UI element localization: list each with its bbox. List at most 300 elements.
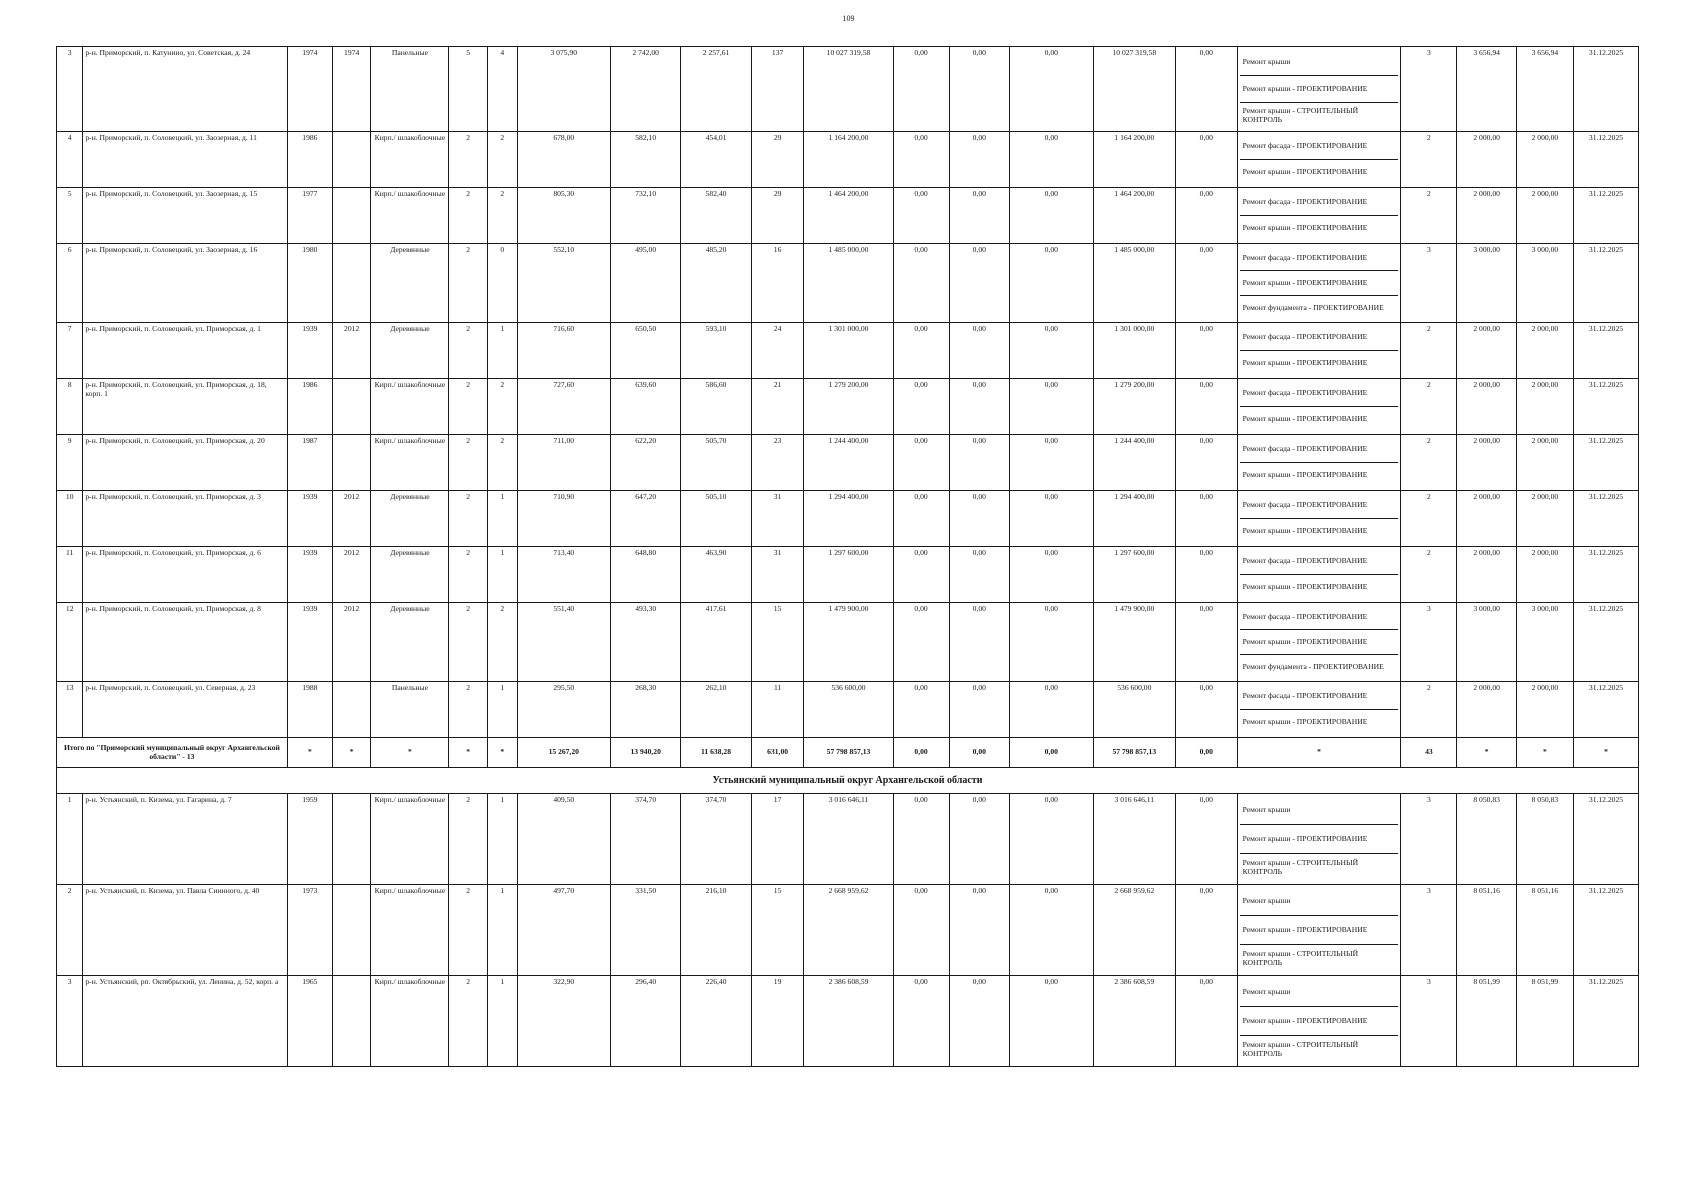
total-cost-cell: 1 279 200,00	[804, 379, 893, 435]
total-area-cell: 295,50	[517, 682, 610, 738]
work-count-cell: 2	[1401, 682, 1457, 738]
total-area-cell: 711,00	[517, 435, 610, 491]
table-row	[57, 244, 1639, 323]
unit-cost-cell: 2 000,00	[1457, 379, 1516, 435]
total-en-cell: *	[487, 738, 517, 768]
fund-federal-cell: 0,00	[893, 47, 949, 132]
fund-owners-cell: 1 301 000,00	[1093, 323, 1175, 379]
wall-material-cell: Кирп./ шлакоблочные	[371, 435, 449, 491]
total-area-cell: 322,90	[517, 976, 610, 1067]
residents-cell: 29	[751, 132, 804, 188]
unit-cost-cell: 2 000,00	[1457, 323, 1516, 379]
entrances-cell: 1	[487, 682, 517, 738]
repair-year-cell: 1974	[332, 47, 370, 132]
deadline-cell: 31.12.2025	[1573, 794, 1638, 885]
repair-year-cell	[332, 435, 370, 491]
work-types-cell	[1237, 547, 1401, 603]
work-item: Ремонт фасада - ПРОЕКТИРОВАНИЕ	[1240, 605, 1399, 630]
total-cost-cell: 1 479 900,00	[804, 603, 893, 682]
residential-area-cell: 216,10	[681, 885, 751, 976]
floors-cell: 2	[449, 491, 487, 547]
fund-federal-cell: 0,00	[893, 188, 949, 244]
row-number: 5	[57, 188, 83, 244]
fund-owners-cell: 1 485 000,00	[1093, 244, 1175, 323]
work-count-cell: 3	[1401, 885, 1457, 976]
fund-local-cell: 0,00	[1010, 491, 1094, 547]
work-item: Ремонт крыши - СТРОИТЕЛЬНЫЙ КОНТРОЛЬ	[1242, 106, 1359, 124]
fund-local-cell: 0,00	[1010, 379, 1094, 435]
work-item: Ремонт крыши	[1240, 887, 1399, 916]
total-area-cell: 409,50	[517, 794, 610, 885]
fund-local-cell: 0,00	[1010, 794, 1094, 885]
address-cell: р-н. Приморский, п. Соловецкий, ул. Заозерная, д. 15	[83, 188, 287, 244]
unit-cost-cell: 8 051,16	[1457, 885, 1516, 976]
unit-cost-cell: 2 000,00	[1457, 435, 1516, 491]
fund-regional-cell: 0,00	[949, 435, 1009, 491]
total-area-cell: 727,60	[517, 379, 610, 435]
deadline-cell: 31.12.2025	[1573, 682, 1638, 738]
max-unit-cost-cell: 2 000,00	[1516, 188, 1573, 244]
work-item: Ремонт фасада - ПРОЕКТИРОВАНИЕ	[1240, 246, 1399, 271]
repair-year-cell: 2012	[332, 547, 370, 603]
total-cost-cell: 1 164 200,00	[804, 132, 893, 188]
residential-area-cell: 505,70	[681, 435, 751, 491]
repair-year-cell	[332, 132, 370, 188]
work-types-cell	[1237, 244, 1401, 323]
total-cost-cell: 10 027 319,58	[804, 47, 893, 132]
floors-cell: 2	[449, 379, 487, 435]
living-area-cell: 622,20	[611, 435, 681, 491]
build-year-cell: 1980	[287, 244, 332, 323]
residents-cell: 15	[751, 603, 804, 682]
living-area-cell: 374,70	[611, 794, 681, 885]
repair-year-cell: 2012	[332, 491, 370, 547]
wall-material-cell: Кирп./ шлакоблочные	[371, 132, 449, 188]
address-cell: р-н. Устьянский, рп. Октябрьский, ул. Ленина, д. 52, корп. а	[83, 976, 287, 1067]
build-year-cell: 1939	[287, 547, 332, 603]
fund-other-cell: 0,00	[1176, 244, 1238, 323]
fund-other-cell: 0,00	[1176, 547, 1238, 603]
floors-cell: 2	[449, 435, 487, 491]
floors-cell: 2	[449, 323, 487, 379]
total-cost-cell: 3 016 646,11	[804, 794, 893, 885]
fund-local-cell: 0,00	[1010, 682, 1094, 738]
wall-material-cell: Деревянные	[371, 323, 449, 379]
deadline-cell: 31.12.2025	[1573, 132, 1638, 188]
entrances-cell: 2	[487, 603, 517, 682]
residents-cell: 19	[751, 976, 804, 1067]
total-area-cell: 805,30	[517, 188, 610, 244]
fund-federal-cell: 0,00	[893, 244, 949, 323]
floors-cell: 2	[449, 885, 487, 976]
row-number: 2	[57, 885, 83, 976]
entrances-cell: 1	[487, 547, 517, 603]
fund-federal-cell: 0,00	[893, 976, 949, 1067]
fund-owners-cell: 1 164 200,00	[1093, 132, 1175, 188]
fund-regional-cell: 0,00	[949, 547, 1009, 603]
table-row	[57, 603, 1639, 682]
max-unit-cost-cell: 2 000,00	[1516, 132, 1573, 188]
work-count-cell: 2	[1401, 379, 1457, 435]
unit-cost-cell: 2 000,00	[1457, 491, 1516, 547]
work-types-cell	[1237, 132, 1401, 188]
table-row	[57, 435, 1639, 491]
total-area-cell: 551,40	[517, 603, 610, 682]
living-area-cell: 2 742,00	[611, 47, 681, 132]
residents-cell: 21	[751, 379, 804, 435]
deadline-cell: 31.12.2025	[1573, 47, 1638, 132]
build-year-cell: 1959	[287, 794, 332, 885]
work-item: Ремонт крыши - ПРОЕКТИРОВАНИЕ	[1242, 582, 1368, 592]
total-cost-cell: 536 600,00	[804, 682, 893, 738]
fund-owners-cell: 1 464 200,00	[1093, 188, 1175, 244]
entrances-cell: 2	[487, 379, 517, 435]
entrances-cell: 1	[487, 491, 517, 547]
build-year-cell: 1977	[287, 188, 332, 244]
table-row	[57, 682, 1639, 738]
max-unit-cost-cell: 8 050,83	[1516, 794, 1573, 885]
deadline-cell: 31.12.2025	[1573, 435, 1638, 491]
total-y1-cell: *	[287, 738, 332, 768]
fund-owners-cell: 2 668 959,62	[1093, 885, 1175, 976]
residential-area-cell: 586,60	[681, 379, 751, 435]
table-row	[57, 885, 1639, 976]
work-types-cell	[1237, 885, 1401, 976]
work-item: Ремонт крыши - ПРОЕКТИРОВАНИЕ	[1242, 717, 1368, 727]
row-number: 10	[57, 491, 83, 547]
total-fl-cell: *	[449, 738, 487, 768]
work-count-cell: 2	[1401, 435, 1457, 491]
fund-owners-cell: 10 027 319,58	[1093, 47, 1175, 132]
max-unit-cost-cell: 2 000,00	[1516, 379, 1573, 435]
deadline-cell: 31.12.2025	[1573, 547, 1638, 603]
entrances-cell: 0	[487, 244, 517, 323]
deadline-cell: 31.12.2025	[1573, 188, 1638, 244]
fund-federal-cell: 0,00	[893, 132, 949, 188]
build-year-cell: 1939	[287, 323, 332, 379]
deadline-cell: 31.12.2025	[1573, 603, 1638, 682]
wall-material-cell: Деревянные	[371, 547, 449, 603]
total-u2-cell: *	[1516, 738, 1573, 768]
work-count-cell: 2	[1401, 491, 1457, 547]
row-number: 9	[57, 435, 83, 491]
address-cell: р-н. Приморский, п. Соловецкий, ул. Приморская, д. 18, корп. 1	[83, 379, 287, 435]
work-count-cell: 3	[1401, 244, 1457, 323]
work-item: Ремонт крыши	[1240, 49, 1399, 76]
fund-local-cell: 0,00	[1010, 885, 1094, 976]
work-count-cell: 3	[1401, 794, 1457, 885]
fund-federal-cell: 0,00	[893, 323, 949, 379]
table-row	[57, 491, 1639, 547]
max-unit-cost-cell: 2 000,00	[1516, 491, 1573, 547]
total-f3-cell: 0,00	[1010, 738, 1094, 768]
work-types-cell	[1237, 379, 1401, 435]
residential-area-cell: 262,10	[681, 682, 751, 738]
fund-federal-cell: 0,00	[893, 794, 949, 885]
residential-area-cell: 454,01	[681, 132, 751, 188]
total-cost-cell: 1 297 600,00	[804, 547, 893, 603]
row-number: 8	[57, 379, 83, 435]
capital-repair-table	[56, 46, 1639, 1067]
total-mat-cell: *	[371, 738, 449, 768]
residential-area-cell: 505,10	[681, 491, 751, 547]
wall-material-cell: Кирп./ шлакоблочные	[371, 976, 449, 1067]
fund-local-cell: 0,00	[1010, 188, 1094, 244]
floors-cell: 2	[449, 682, 487, 738]
total-cost-cell: 57 798 857,13	[804, 738, 893, 768]
entrances-cell: 4	[487, 47, 517, 132]
fund-regional-cell: 0,00	[949, 976, 1009, 1067]
unit-cost-cell: 3 000,00	[1457, 603, 1516, 682]
total-cost-cell: 1 244 400,00	[804, 435, 893, 491]
fund-owners-cell: 1 244 400,00	[1093, 435, 1175, 491]
max-unit-cost-cell: 2 000,00	[1516, 323, 1573, 379]
fund-regional-cell: 0,00	[949, 682, 1009, 738]
total-s1-cell: 15 267,20	[517, 738, 610, 768]
fund-regional-cell: 0,00	[949, 47, 1009, 132]
build-year-cell: 1987	[287, 435, 332, 491]
total-cost-cell: 2 386 608,59	[804, 976, 893, 1067]
unit-cost-cell: 8 051,99	[1457, 976, 1516, 1067]
table-row	[57, 379, 1639, 435]
work-count-cell: 2	[1401, 132, 1457, 188]
deadline-cell: 31.12.2025	[1573, 244, 1638, 323]
row-number: 11	[57, 547, 83, 603]
unit-cost-cell: 2 000,00	[1457, 188, 1516, 244]
living-area-cell: 268,30	[611, 682, 681, 738]
work-types-cell	[1237, 188, 1401, 244]
row-number: 7	[57, 323, 83, 379]
deadline-cell: 31.12.2025	[1573, 323, 1638, 379]
total-f5-cell: 0,00	[1176, 738, 1238, 768]
wall-material-cell: Кирп./ шлакоблочные	[371, 188, 449, 244]
repair-year-cell	[332, 885, 370, 976]
fund-local-cell: 0,00	[1010, 435, 1094, 491]
work-item: Ремонт крыши - ПРОЕКТИРОВАНИЕ	[1242, 414, 1368, 424]
floors-cell: 2	[449, 188, 487, 244]
fund-owners-cell: 1 279 200,00	[1093, 379, 1175, 435]
work-item: Ремонт фасада - ПРОЕКТИРОВАНИЕ	[1240, 190, 1399, 216]
work-item: Ремонт фундамента - ПРОЕКТИРОВАНИЕ	[1242, 661, 1384, 671]
work-item: Ремонт фасада - ПРОЕКТИРОВАНИЕ	[1240, 325, 1399, 351]
work-item: Ремонт крыши - СТРОИТЕЛЬНЫЙ КОНТРОЛЬ	[1242, 1040, 1359, 1058]
total-label: Итого по "Приморский муниципальный округ Архангельской области" - 13	[57, 738, 288, 768]
work-item: Ремонт фасада - ПРОЕКТИРОВАНИЕ	[1240, 381, 1399, 407]
fund-other-cell: 0,00	[1176, 323, 1238, 379]
fund-federal-cell: 0,00	[893, 547, 949, 603]
fund-local-cell: 0,00	[1010, 47, 1094, 132]
entrances-cell: 1	[487, 794, 517, 885]
work-count-cell: 2	[1401, 188, 1457, 244]
work-item: Ремонт крыши	[1240, 796, 1399, 825]
wall-material-cell: Деревянные	[371, 244, 449, 323]
work-item: Ремонт крыши - ПРОЕКТИРОВАНИЕ	[1242, 526, 1368, 536]
work-item: Ремонт фундамента - ПРОЕКТИРОВАНИЕ	[1242, 302, 1384, 312]
total-cnt-cell: 43	[1401, 738, 1457, 768]
fund-federal-cell: 0,00	[893, 435, 949, 491]
work-item: Ремонт крыши - СТРОИТЕЛЬНЫЙ КОНТРОЛЬ	[1242, 858, 1359, 876]
total-row	[57, 738, 1639, 768]
unit-cost-cell: 3 000,00	[1457, 244, 1516, 323]
living-area-cell: 582,10	[611, 132, 681, 188]
work-item: Ремонт крыши - ПРОЕКТИРОВАНИЕ	[1242, 167, 1368, 177]
residential-area-cell: 226,40	[681, 976, 751, 1067]
total-cost-cell: 1 301 000,00	[804, 323, 893, 379]
living-area-cell: 650,50	[611, 323, 681, 379]
fund-other-cell: 0,00	[1176, 379, 1238, 435]
work-item: Ремонт крыши - ПРОЕКТИРОВАНИЕ	[1242, 470, 1368, 480]
table-row	[57, 976, 1639, 1067]
floors-cell: 2	[449, 976, 487, 1067]
total-s2-cell: 13 940,20	[611, 738, 681, 768]
address-cell: р-н. Приморский, п. Соловецкий, ул. Приморская, д. 20	[83, 435, 287, 491]
work-count-cell: 3	[1401, 603, 1457, 682]
fund-regional-cell: 0,00	[949, 491, 1009, 547]
build-year-cell: 1988	[287, 682, 332, 738]
address-cell: р-н. Приморский, п. Соловецкий, ул. Приморская, д. 1	[83, 323, 287, 379]
entrances-cell: 1	[487, 885, 517, 976]
work-item: Ремонт крыши - ПРОЕКТИРОВАНИЕ	[1240, 630, 1399, 655]
floors-cell: 5	[449, 47, 487, 132]
fund-other-cell: 0,00	[1176, 491, 1238, 547]
unit-cost-cell: 8 050,83	[1457, 794, 1516, 885]
total-area-cell: 713,40	[517, 547, 610, 603]
max-unit-cost-cell: 8 051,99	[1516, 976, 1573, 1067]
work-count-cell: 3	[1401, 976, 1457, 1067]
work-count-cell: 2	[1401, 323, 1457, 379]
residents-cell: 137	[751, 47, 804, 132]
residential-area-cell: 593,10	[681, 323, 751, 379]
work-item: Ремонт крыши - ПРОЕКТИРОВАНИЕ	[1240, 1007, 1399, 1036]
build-year-cell: 1939	[287, 491, 332, 547]
total-u1-cell: *	[1457, 738, 1516, 768]
total-res-cell: 631,00	[751, 738, 804, 768]
residents-cell: 31	[751, 491, 804, 547]
table-row	[57, 547, 1639, 603]
repair-year-cell: 2012	[332, 323, 370, 379]
floors-cell: 2	[449, 547, 487, 603]
living-area-cell: 647,20	[611, 491, 681, 547]
total-f4-cell: 57 798 857,13	[1093, 738, 1175, 768]
floors-cell: 2	[449, 132, 487, 188]
row-number: 3	[57, 47, 83, 132]
fund-regional-cell: 0,00	[949, 188, 1009, 244]
fund-other-cell: 0,00	[1176, 885, 1238, 976]
work-types-cell	[1237, 794, 1401, 885]
total-area-cell: 710,90	[517, 491, 610, 547]
build-year-cell: 1965	[287, 976, 332, 1067]
total-f2-cell: 0,00	[949, 738, 1009, 768]
wall-material-cell: Деревянные	[371, 603, 449, 682]
repair-year-cell	[332, 976, 370, 1067]
fund-regional-cell: 0,00	[949, 885, 1009, 976]
fund-regional-cell: 0,00	[949, 244, 1009, 323]
fund-owners-cell: 3 016 646,11	[1093, 794, 1175, 885]
fund-regional-cell: 0,00	[949, 794, 1009, 885]
max-unit-cost-cell: 2 000,00	[1516, 682, 1573, 738]
address-cell: р-н. Устьянский, п. Кизема, ул. Павла Сиинного, д. 40	[83, 885, 287, 976]
total-cost-cell: 2 668 959,62	[804, 885, 893, 976]
max-unit-cost-cell: 3 656,94	[1516, 47, 1573, 132]
section-header-row	[57, 768, 1639, 794]
unit-cost-cell: 2 000,00	[1457, 547, 1516, 603]
max-unit-cost-cell: 8 051,16	[1516, 885, 1573, 976]
total-area-cell: 678,00	[517, 132, 610, 188]
work-types-cell	[1237, 323, 1401, 379]
repair-year-cell	[332, 188, 370, 244]
total-cost-cell: 1 485 000,00	[804, 244, 893, 323]
fund-local-cell: 0,00	[1010, 976, 1094, 1067]
table-row	[57, 47, 1639, 132]
fund-other-cell: 0,00	[1176, 682, 1238, 738]
max-unit-cost-cell: 2 000,00	[1516, 435, 1573, 491]
table-row	[57, 132, 1639, 188]
living-area-cell: 648,80	[611, 547, 681, 603]
fund-local-cell: 0,00	[1010, 603, 1094, 682]
build-year-cell: 1973	[287, 885, 332, 976]
residents-cell: 17	[751, 794, 804, 885]
wall-material-cell: Панельные	[371, 682, 449, 738]
fund-regional-cell: 0,00	[949, 132, 1009, 188]
fund-other-cell: 0,00	[1176, 794, 1238, 885]
residents-cell: 29	[751, 188, 804, 244]
deadline-cell: 31.12.2025	[1573, 491, 1638, 547]
fund-other-cell: 0,00	[1176, 435, 1238, 491]
work-types-cell	[1237, 682, 1401, 738]
wall-material-cell: Панельные	[371, 47, 449, 132]
work-item: Ремонт крыши - ПРОЕКТИРОВАНИЕ	[1240, 916, 1399, 945]
build-year-cell: 1939	[287, 603, 332, 682]
residents-cell: 31	[751, 547, 804, 603]
entrances-cell: 2	[487, 132, 517, 188]
living-area-cell: 732,10	[611, 188, 681, 244]
work-item: Ремонт крыши - СТРОИТЕЛЬНЫЙ КОНТРОЛЬ	[1242, 949, 1359, 967]
work-item: Ремонт фасада - ПРОЕКТИРОВАНИЕ	[1240, 684, 1399, 710]
work-item: Ремонт фасада - ПРОЕКТИРОВАНИЕ	[1240, 134, 1399, 160]
row-number: 13	[57, 682, 83, 738]
work-item: Ремонт фасада - ПРОЕКТИРОВАНИЕ	[1240, 493, 1399, 519]
residential-area-cell: 374,70	[681, 794, 751, 885]
table-row	[57, 323, 1639, 379]
work-item: Ремонт крыши - ПРОЕКТИРОВАНИЕ	[1242, 358, 1368, 368]
fund-other-cell: 0,00	[1176, 47, 1238, 132]
section-title: Устьянский муниципальный округ Архангельской области	[57, 768, 1639, 794]
repair-year-cell: 2012	[332, 603, 370, 682]
fund-owners-cell: 2 386 608,59	[1093, 976, 1175, 1067]
entrances-cell: 1	[487, 323, 517, 379]
max-unit-cost-cell: 2 000,00	[1516, 547, 1573, 603]
unit-cost-cell: 2 000,00	[1457, 682, 1516, 738]
total-date-cell: *	[1573, 738, 1638, 768]
total-s3-cell: 11 638,28	[681, 738, 751, 768]
fund-owners-cell: 1 294 400,00	[1093, 491, 1175, 547]
total-area-cell: 3 075,90	[517, 47, 610, 132]
wall-material-cell: Деревянные	[371, 491, 449, 547]
floors-cell: 2	[449, 794, 487, 885]
address-cell: р-н. Приморский, п. Соловецкий, ул. Заозерная, д. 11	[83, 132, 287, 188]
fund-other-cell: 0,00	[1176, 976, 1238, 1067]
residential-area-cell: 417,61	[681, 603, 751, 682]
address-cell: р-н. Приморский, п. Соловецкий, ул. Заозерная, д. 16	[83, 244, 287, 323]
wall-material-cell: Кирп./ шлакоблочные	[371, 794, 449, 885]
residential-area-cell: 485,20	[681, 244, 751, 323]
fund-local-cell: 0,00	[1010, 323, 1094, 379]
address-cell: р-н. Приморский, п. Соловецкий, ул. Приморская, д. 3	[83, 491, 287, 547]
max-unit-cost-cell: 3 000,00	[1516, 244, 1573, 323]
living-area-cell: 639,60	[611, 379, 681, 435]
fund-local-cell: 0,00	[1010, 132, 1094, 188]
work-item: Ремонт крыши - ПРОЕКТИРОВАНИЕ	[1240, 271, 1399, 296]
